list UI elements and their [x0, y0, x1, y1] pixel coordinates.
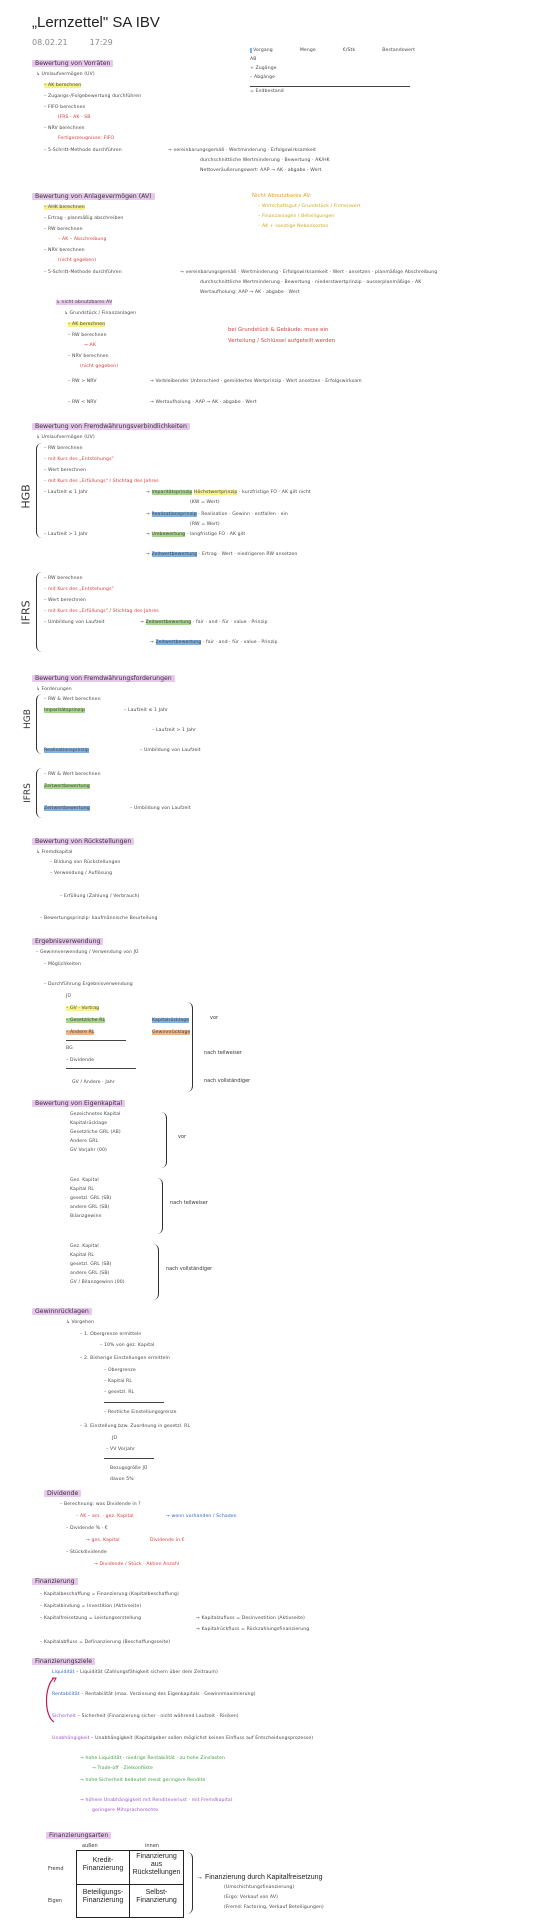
- note-line: – 10% von gez. Kapital: [100, 1343, 155, 1348]
- note-line: Rentabilität – Rentabilität (max. Verzinsung des Eigenkapitals · Gewinnmaximierung): [52, 1692, 256, 1697]
- note-line: Realisationsprinzip: [44, 748, 90, 753]
- note-line: → wenn vorhanden / Schaden: [166, 1514, 237, 1519]
- note-line: – Möglichkeiten: [44, 962, 82, 967]
- note-line: – Laufzeit > 1 Jahr: [44, 532, 88, 537]
- divider: [104, 1402, 164, 1403]
- note-line: (Ergo: Verkauf von AV): [224, 1895, 279, 1900]
- note-line: – Kapitalfreisetzung = Leistungserstellung: [40, 1616, 142, 1621]
- note-line: – Andere RL: [66, 1030, 95, 1035]
- note-line: (nicht gegeben): [80, 364, 119, 369]
- section-heading: Bewertung von Rückstellungen: [32, 838, 134, 845]
- row-label: Eigen: [48, 1898, 62, 1904]
- note-line: → Zeitwertbewertung · fair · and · für · value · Prinzip: [150, 640, 278, 645]
- note-line: – Bildung von Rückstellungen: [50, 860, 121, 865]
- divider: [66, 1040, 126, 1041]
- side-label: IFRS: [22, 783, 33, 803]
- note-line: – 3. Einstellung bzw. Zuordnung in gesetzl. RL: [80, 1424, 191, 1429]
- note-line: – NRV berechnen: [44, 126, 85, 131]
- label: nach teilweiser: [170, 1200, 208, 1206]
- note-line: Zeitwertbewertung: [44, 784, 90, 789]
- note-line: → Umbewertung · langfristige FO · AK gilt: [146, 532, 246, 537]
- note-line: – RW > NRV: [68, 379, 97, 384]
- page-meta: [32, 38, 135, 47]
- note-line: – Verwendung / Auflösung: [50, 871, 113, 876]
- bracket: [156, 1178, 163, 1234]
- note-line: – NRV berechnen: [68, 354, 109, 359]
- note-line: – Berechnung: was Dividende in ?: [60, 1502, 141, 1507]
- note-line: → AK: [84, 343, 96, 348]
- note-line: Unabhängigkeit – Unabhängigkeit (Kapitalgeber sollen möglichst keinen Einfluss auf Entscheidungsprozesse): [52, 1736, 314, 1741]
- note-line: ↳ nicht abnutzbares AV: [56, 300, 113, 305]
- date: 08.02.21: [32, 38, 68, 47]
- note-line: ↳ Forderungen: [36, 687, 72, 692]
- note-line: – RW berechnen: [44, 446, 83, 451]
- section-heading: Ergebnisverwendung: [32, 938, 103, 945]
- matrix-cell: Selbst-Finanzierung: [136, 1889, 177, 1904]
- section-heading: Finanzierung: [32, 1578, 78, 1585]
- note-line: Imparitätsprinzip: [44, 708, 85, 713]
- note-line: – Erfüllung (Zahlung / Verbrauch): [60, 894, 140, 899]
- note-line: – Wert berechnen: [44, 468, 87, 473]
- column-label: außen: [82, 1843, 98, 1849]
- note-line: → Finanzierung durch Kapitalfreisetzung: [196, 1874, 323, 1881]
- note-line: Fertigerzeugnisse: FIFO: [58, 136, 115, 141]
- note-line: → Zeitwertbewertung · fair · and · für · value · Prinzip: [140, 620, 268, 625]
- note-line: (nicht gegeben): [58, 258, 97, 263]
- bracket: [160, 1112, 167, 1168]
- note-line: → Kapitalzufluss = Desinvestition (Aktivseite): [196, 1616, 305, 1621]
- section-heading: Bewertung von Eigenkapital: [32, 1100, 125, 1107]
- divider: [104, 1458, 154, 1459]
- note-line: – RW berechnen: [68, 333, 107, 338]
- section-heading: Bewertung von Vorräten: [32, 60, 113, 67]
- note-line: – mit Kurs des „Entstehungs": [44, 457, 114, 462]
- note-line: – Laufzeit ≤ 1 Jahr: [44, 490, 88, 495]
- note-line: – AK – anr. · gez. Kapital: [76, 1514, 134, 1519]
- note-line: (RW = Wert): [190, 522, 220, 527]
- note-line: – RW berechnen: [44, 227, 83, 232]
- note-line: – RW berechnen: [44, 576, 83, 581]
- label: vor: [210, 1015, 219, 1021]
- note-line: Sicherheit – Sicherheit (Finanzierung sicher · nicht während Laufzeit · Risiken): [52, 1714, 239, 1719]
- note-line: (KW = Wert): [190, 500, 220, 505]
- bracket: [184, 1852, 193, 1914]
- note-orange: – AK + sonstige Nebenkosten: [258, 224, 329, 229]
- note-line: → hohe Sicherheit bedeutet meist geringere Rendite: [80, 1778, 206, 1783]
- note-line: durchschnittliche Wertminderung · Bewertung · AK/HK: [200, 158, 330, 163]
- note-line: → Dividende / Stück · Aktien Anzahl: [94, 1562, 180, 1567]
- matrix-cell: Beteiligungs-Finanzierung: [82, 1889, 124, 1904]
- note-line: BG: [66, 1046, 73, 1051]
- note-line: – Umbildung von Laufzeit: [130, 806, 191, 811]
- note-line: (Umschichtungsfinanzierung): [224, 1885, 295, 1890]
- financing-matrix: [76, 1850, 184, 1918]
- note-line: ↳ Vorgehen: [66, 1320, 95, 1325]
- side-label: HGB: [22, 709, 33, 729]
- bracket: [186, 1002, 193, 1092]
- time: 17:29: [89, 38, 113, 47]
- note-line: JÜ: [66, 994, 71, 999]
- section-heading: Dividende: [44, 1490, 81, 1497]
- note-line: durchschnittliche Wertminderung · Bewertung · niederstwertprinzip · ausserplanmäßige · AK: [200, 280, 422, 285]
- note-line: JÜ: [112, 1436, 117, 1441]
- note-line: – Wert berechnen: [44, 598, 87, 603]
- note-line: – VV Vorjahr: [106, 1447, 136, 1452]
- note-line: Wertaufholung: AAP → AK · abgabe · Wert: [200, 290, 300, 295]
- divider: [66, 1068, 136, 1069]
- inventory-table: Vorgang Menge €/Stk Bestandswert AB + Zugänge – Abgänge = Endbestand: [250, 48, 415, 94]
- note-line: – 1. Obergrenze ermitteln: [80, 1332, 142, 1337]
- note-line: – AK berechnen: [44, 83, 82, 88]
- note-line: → Kapitalrückfluss = Rückzahlungsfinanzierung: [196, 1627, 310, 1632]
- note-line: – FIFO berechnen: [44, 105, 86, 110]
- note-line: → vereinbarungsgemäß · Wertminderung · Erfolgswirksamkeit: [168, 148, 317, 153]
- note-line: – Restliche Einstellungsgrenze: [104, 1410, 177, 1415]
- note-line: – Umbildung von Laufzeit: [44, 620, 105, 625]
- bracket: [36, 572, 43, 652]
- note-line: – Dividende: [66, 1058, 95, 1063]
- section-heading: Bewertung von Fremdwährungsverbindlichkeiten: [32, 423, 190, 430]
- note-line: ↳ Umlaufvermögen (UV): [36, 72, 95, 77]
- note-line: geringere Mitspracherechte: [92, 1808, 159, 1813]
- note-line: → höhere Unabhängigkeit mit Renditeverlust · mit Fremdkapital: [80, 1798, 233, 1803]
- note-line: – gesetzl. RL: [104, 1390, 135, 1395]
- note-line: ↳ Umlaufvermögen (UV): [36, 435, 95, 440]
- note-red: bei Grundstück & Gebäude: muss ein: [228, 327, 329, 333]
- section-heading: Gewinnrücklagen: [32, 1308, 92, 1315]
- cycle-arrow-icon: [44, 1676, 58, 1726]
- note-line: – RW & Wert berechnen: [44, 772, 101, 777]
- note-line: – Dividende % · €: [66, 1526, 108, 1531]
- equity-block: Gezeichnetes Kapital Kapitalrücklage Gesetzliche GRL (AB) Andere GRL GV Vorjahr (00): [70, 1112, 121, 1153]
- note-line: Dividende in €: [150, 1538, 185, 1543]
- note-line: – Gewinnverwendung / Verwendung von JÜ: [36, 950, 139, 955]
- note-line: – RW < NRV: [68, 400, 97, 405]
- note-line: – AK berechnen: [68, 322, 106, 327]
- note-line: → hohe Liquidität · niedrige Rentabilität · zu hohe Zinslasten: [80, 1756, 225, 1761]
- note-line: – 5-Schritt-Methode durchführen: [44, 148, 122, 153]
- section-heading: Bewertung von Anlagevermögen (AV): [32, 193, 155, 200]
- note-orange: Nicht Abnutzbares AV:: [252, 193, 312, 199]
- matrix-cell: Kredit-Finanzierung: [82, 1857, 124, 1872]
- note-line: → Imparitätsprinzip Höchstwertprinzip · kurzfristige FO · AK gilt nicht: [146, 490, 311, 495]
- equity-block: Gez. Kapital Kapital RL gesetzl. GRL (SB) andere GRL (SB) Bilanzgewinn: [70, 1178, 112, 1219]
- label: nach vollständiger: [166, 1266, 213, 1272]
- note-line: – Ertrag · planmäßig abschreiben: [44, 216, 124, 221]
- bracket: [36, 768, 43, 818]
- note-line: GV / Andere · Jahr: [72, 1080, 115, 1085]
- note-line: → vereinbarungsgemäß · Wertminderung · Erfolgswirksamkeit · Wert · ansetzen · planmäßige Abschreibung: [180, 270, 438, 275]
- note-line: (Fremd: Factoring, Verkauf Beteiligungen): [224, 1905, 324, 1910]
- side-label: HGB: [19, 484, 33, 509]
- side-label: IFRS: [19, 600, 33, 625]
- note-line: – AHK berechnen: [44, 205, 85, 210]
- equity-block: Gez. Kapital Kapital RL gesetzl. GRL (SB) andere GRL (SB) GV / Bilanzgewinn (00): [70, 1244, 125, 1285]
- note-line: → Realisationsprinzip · Realisation · Gewinn · entfallen · ein: [146, 512, 288, 517]
- row-label: Fremd: [48, 1866, 64, 1872]
- note-line: – 2. Bisherige Einstellungen ermitteln: [80, 1356, 170, 1361]
- note-line: – mit Kurs des „Erfüllungs" / Stichtag des Jahres: [44, 479, 159, 484]
- note-line: Nettoveräußerungswert: AAP → AK · abgabe · Wert: [200, 168, 322, 173]
- note-line: – 5-Schritt-Methode durchführen: [44, 270, 122, 275]
- matrix-cell: Finanzierung aus Rückstellungen: [132, 1853, 181, 1876]
- label: nach teilweiser: [204, 1050, 242, 1056]
- note-line: → Verbleibender Unterschied · gemildertes Wertprinzip · Wert ansetzen · Erfolgswirksam: [150, 379, 362, 384]
- note-line: – GV · Vortrag: [66, 1006, 100, 1011]
- note-line: → Wertaufholung · AAP → AK · abgabe · Wert: [150, 400, 257, 405]
- note-line: – AK – Abschreibung: [58, 237, 107, 242]
- label: vor: [178, 1134, 187, 1140]
- note-line: – RW & Wert berechnen: [44, 697, 101, 702]
- section-heading: Finanzierungsarten: [46, 1832, 111, 1839]
- note-line: → Trade-off · Zielkonflikte: [92, 1766, 153, 1771]
- note-line: – Zugangs-/Folgebewertung durchführen: [44, 94, 142, 99]
- note-line: – Umbildung von Laufzeit: [140, 748, 201, 753]
- bracket: [36, 443, 43, 538]
- note-line: → ges. Kapital: [86, 1538, 120, 1543]
- column-label: innen: [145, 1843, 159, 1849]
- section-heading: Finanzierungsziele: [32, 1658, 95, 1665]
- tag: Kapitalrücklage: [152, 1018, 190, 1023]
- bracket: [152, 1244, 159, 1300]
- note-line: – Kapitalbindung = Investition (Aktivseite): [40, 1604, 142, 1609]
- note-orange: – Finanzanlagen / Beteiligungen: [258, 214, 335, 219]
- note-line: – Stückdividende: [66, 1550, 107, 1555]
- note-line: – Durchführung Ergebnisverwendung: [44, 982, 133, 987]
- note-line: – NRV berechnen: [44, 248, 85, 253]
- page-title: „Lernzettel" SA IBV: [32, 14, 160, 31]
- note-line: ↳ Grundstück / Finanzanlagen: [64, 311, 137, 316]
- note-line: Bezugsgröße JÜ: [110, 1466, 148, 1471]
- note-line: – Bewertungsprinzip: kaufmännische Beurteilung: [40, 916, 158, 921]
- note-line: davon 5%: [110, 1477, 134, 1482]
- note-red: Verteilung / Schlüssel aufgeteilt werden: [228, 338, 336, 344]
- label: nach vollständiger: [204, 1078, 251, 1084]
- note-line: IFRS · AK · SB: [58, 115, 91, 120]
- note-line: ↳ Fremdkapital: [36, 850, 73, 855]
- note-line: – mit Kurs des „Entstehungs": [44, 587, 114, 592]
- note-line: Liquidität – Liquidität (Zahlungsfähigkeit sichern über dem Zeitraum): [52, 1670, 218, 1675]
- note-orange: – Wirtschaftsgut / Grundstück / Firmenwert: [258, 204, 361, 209]
- tag: Gewinnrücklage: [152, 1030, 191, 1035]
- note-line: – Laufzeit > 1 Jahr: [152, 728, 196, 733]
- note-line: – mit Kurs des „Erfüllungs" / Stichtag des Jahres: [44, 609, 159, 614]
- note-line: – Laufzeit ≤ 1 Jahr: [124, 708, 168, 713]
- bracket: [36, 694, 43, 754]
- note-line: – Kapitalabfluss = Definanzierung (Beschaffungsseite): [40, 1640, 171, 1645]
- note-line: – Kapitalbeschaffung = Finanzierung (Kapitalbeschaffung): [40, 1592, 179, 1597]
- note-line: → Zeitwertbewertung · Ertrag · Wert · niedrigeren RW ansetzen: [146, 552, 298, 557]
- note-line: – Obergrenze: [104, 1368, 136, 1373]
- section-heading: Bewertung von Fremdwährungsforderungen: [32, 675, 175, 682]
- note-line: – Kapital RL: [104, 1379, 132, 1384]
- note-line: – Gesetzliche RL: [66, 1018, 106, 1023]
- note-line: Zeitwertbewertung: [44, 806, 90, 811]
